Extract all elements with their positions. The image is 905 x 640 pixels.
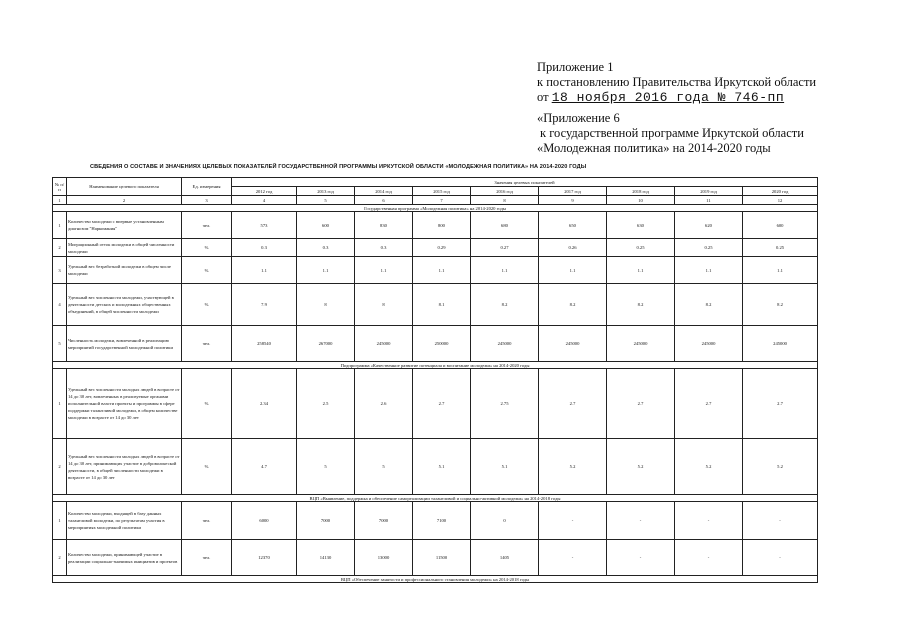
- value-cell: 680: [471, 212, 539, 239]
- header-num: № п/п: [53, 178, 67, 196]
- header-year: 2019 год: [675, 187, 743, 196]
- value-cell: 5.1: [413, 439, 471, 495]
- unit-cell: %: [182, 257, 232, 284]
- table-body: [53, 205, 818, 583]
- value-cell: 5: [355, 439, 413, 495]
- value-cell: 11500: [413, 540, 471, 576]
- header-year: 2014 год: [355, 187, 413, 196]
- value-cell: 4.7: [232, 439, 297, 495]
- value-cell: 620: [675, 212, 743, 239]
- section-title: Подпрограмма «Качественное развитие потенциала и воспитание молодежи» на 2014-2020 годы: [53, 362, 818, 369]
- value-cell: 1.1: [413, 257, 471, 284]
- value-cell: 1.1: [355, 257, 413, 284]
- value-cell: 7100: [413, 502, 471, 540]
- appendix-1-reference: к постановлению Правительства Иркутской области: [537, 75, 817, 89]
- value-cell: 0.25: [607, 239, 675, 257]
- header-year: 2017 год: [539, 187, 607, 196]
- indicator-name: Удельный вес численности молодых людей в возрасте от 14 до 30 лет, вовлеченных в реализуемые органами исполнительной власти проекты и программы в сфере поддержки талантливой молодежи, в общем количестве молодежи в возрасте от 14 до 30 лет: [67, 369, 182, 439]
- unit-cell: чел.: [182, 502, 232, 540]
- value-cell: 800: [413, 212, 471, 239]
- section-title: ВЦП «Обеспечение занятости и профессионального становления молодежи» на 2014-2018 годы: [53, 576, 818, 583]
- value-cell: 245000: [471, 326, 539, 362]
- appendix-6-title: «Приложение 6: [537, 111, 620, 125]
- value-cell: 8.2: [539, 284, 607, 326]
- table-row: [53, 502, 818, 540]
- row-number: 2: [53, 540, 67, 576]
- value-cell: 1.1: [743, 257, 818, 284]
- table-header: [53, 178, 818, 205]
- row-number: 3: [53, 257, 67, 284]
- unit-cell: %: [182, 439, 232, 495]
- row-number: 2: [53, 239, 67, 257]
- value-cell: 2.6: [355, 369, 413, 439]
- value-cell: 573: [232, 212, 297, 239]
- unit-cell: %: [182, 284, 232, 326]
- value-cell: 8: [355, 284, 413, 326]
- value-cell: 0.3: [297, 239, 355, 257]
- column-number: 10: [607, 196, 675, 205]
- section-title: Государственная программа «Молодежная политика» на 2014-2020 годы: [53, 205, 818, 212]
- value-cell: 2.7: [413, 369, 471, 439]
- value-cell: 2.5: [297, 369, 355, 439]
- unit-cell: чел.: [182, 326, 232, 362]
- value-cell: -: [539, 540, 607, 576]
- value-cell: 5.2: [743, 439, 818, 495]
- value-cell: 0.25: [675, 239, 743, 257]
- column-number: 4: [232, 196, 297, 205]
- header-year: 2018 год: [607, 187, 675, 196]
- column-numbers-row: [53, 196, 818, 205]
- value-cell: 0.27: [471, 239, 539, 257]
- column-number: 6: [355, 196, 413, 205]
- value-cell: 1405: [471, 540, 539, 576]
- column-number: 11: [675, 196, 743, 205]
- value-cell: 600: [297, 212, 355, 239]
- value-cell: 8.2: [743, 284, 818, 326]
- value-cell: -: [743, 540, 818, 576]
- table-row: [53, 369, 818, 439]
- value-cell: 1.1: [539, 257, 607, 284]
- column-number: 9: [539, 196, 607, 205]
- row-number: 5: [53, 326, 67, 362]
- value-cell: -: [743, 502, 818, 540]
- header-year: 2015 год: [413, 187, 471, 196]
- indicator-name: Количество молодежи с впервые установленным диагнозом "Наркомания": [67, 212, 182, 239]
- row-number: 1: [53, 212, 67, 239]
- document-title: СВЕДЕНИЯ О СОСТАВЕ И ЗНАЧЕНИЯХ ЦЕЛЕВЫХ ПОКАЗАТЕЛЕЙ ГОСУДАРСТВЕННОЙ ПРОГРАММЫ ИРКУТСКОЙ ОБЛАСТИ «МОЛОДЕЖНАЯ ПОЛИТИКА» НА 2014-2020 ГОДЫ: [90, 164, 587, 170]
- value-cell: 245000: [539, 326, 607, 362]
- section-row: [53, 495, 818, 502]
- table-row: [53, 540, 818, 576]
- value-cell: 8.2: [471, 284, 539, 326]
- value-cell: 1.1: [297, 257, 355, 284]
- row-number: 1: [53, 369, 67, 439]
- value-cell: 12370: [232, 540, 297, 576]
- column-number: 12: [743, 196, 818, 205]
- indicator-name: Удельный вес численности молодежи, участвующей в деятельности детских и молодежных общественных объединений, в общей численности молодежи: [67, 284, 182, 326]
- value-cell: 0.25: [743, 239, 818, 257]
- value-cell: 245000: [675, 326, 743, 362]
- appendix-1-date-line: [537, 90, 816, 105]
- unit-cell: %: [182, 369, 232, 439]
- value-cell: 8: [297, 284, 355, 326]
- appendix-1-header: [537, 60, 816, 105]
- value-cell: 6000: [232, 502, 297, 540]
- value-cell: 267000: [297, 326, 355, 362]
- value-cell: 0.29: [413, 239, 471, 257]
- value-cell: 8.2: [607, 284, 675, 326]
- value-cell: 13000: [355, 540, 413, 576]
- value-cell: 7.9: [232, 284, 297, 326]
- value-cell: 1.1: [471, 257, 539, 284]
- value-cell: 2.7: [743, 369, 818, 439]
- row-number: 1: [53, 502, 67, 540]
- value-cell: 7000: [297, 502, 355, 540]
- value-cell: -: [675, 502, 743, 540]
- table-row: [53, 439, 818, 495]
- column-number: 7: [413, 196, 471, 205]
- indicator-name: Удельный вес безработной молодежи в общем числе молодежи: [67, 257, 182, 284]
- unit-cell: чел.: [182, 212, 232, 239]
- table-row: [53, 284, 818, 326]
- value-cell: 0.3: [355, 239, 413, 257]
- value-cell: 5.2: [607, 439, 675, 495]
- row-number: 4: [53, 284, 67, 326]
- header-year: 2012 год: [232, 187, 297, 196]
- value-cell: 245000: [607, 326, 675, 362]
- header-name: Наименование целевого показателя: [67, 178, 182, 196]
- value-cell: 245000: [743, 326, 818, 362]
- value-cell: 5.2: [675, 439, 743, 495]
- appendix-1-title: Приложение 1: [537, 60, 614, 74]
- value-cell: 5.2: [539, 439, 607, 495]
- value-cell: 0.3: [232, 239, 297, 257]
- value-cell: 7000: [355, 502, 413, 540]
- value-cell: 8.1: [413, 284, 471, 326]
- unit-cell: чел.: [182, 540, 232, 576]
- value-cell: 1.1: [675, 257, 743, 284]
- value-cell: -: [607, 502, 675, 540]
- value-cell: 245000: [355, 326, 413, 362]
- indicator-name: Удельный вес численности молодых людей в возрасте от 14 до 30 лет, принимающих участие в добровольческой деятельности, в общей численности молодежи в возрасте от 14 до 30 лет: [67, 439, 182, 495]
- value-cell: -: [539, 502, 607, 540]
- value-cell: 2.75: [471, 369, 539, 439]
- value-cell: -: [607, 540, 675, 576]
- row-number: 2: [53, 439, 67, 495]
- value-cell: 8.2: [675, 284, 743, 326]
- value-cell: 1.1: [607, 257, 675, 284]
- section-title: ВЦП «Выявление, поддержка и обеспечение самореализации талантливой и социально-активной молодежи» на 2014-2018 годы: [53, 495, 818, 502]
- header-unit: Ед. измерения: [182, 178, 232, 196]
- appendix-6-program: «Молодежная политика» на 2014-2020 годы: [537, 141, 771, 155]
- value-cell: 5.1: [471, 439, 539, 495]
- value-cell: 830: [355, 212, 413, 239]
- column-number: 5: [297, 196, 355, 205]
- value-cell: 630: [607, 212, 675, 239]
- column-number: 1: [53, 196, 67, 205]
- value-cell: 2.7: [675, 369, 743, 439]
- appendix-1-date: 18 ноября 2016 года № 746-пп: [551, 90, 785, 105]
- indicator-name: Количество молодежи, принимающей участие в реализации социально-значимых инициатив и проектов: [67, 540, 182, 576]
- value-cell: 258540: [232, 326, 297, 362]
- indicator-name: Численность молодежи, вовлеченной в реализацию мероприятий государственной молодежной политики: [67, 326, 182, 362]
- section-row: [53, 205, 818, 212]
- table-row: [53, 257, 818, 284]
- column-number: 2: [67, 196, 182, 205]
- value-cell: 650: [539, 212, 607, 239]
- header-year: 2016 год: [471, 187, 539, 196]
- indicators-table: [52, 177, 818, 583]
- appendix-1-date-prefix: от: [537, 90, 549, 104]
- value-cell: 2.7: [539, 369, 607, 439]
- value-cell: 2.34: [232, 369, 297, 439]
- value-cell: 2.7: [607, 369, 675, 439]
- value-cell: 5: [297, 439, 355, 495]
- unit-cell: %: [182, 239, 232, 257]
- section-row: [53, 576, 818, 583]
- header-year: 2013 год: [297, 187, 355, 196]
- table-row: [53, 212, 818, 239]
- column-number: 3: [182, 196, 232, 205]
- value-cell: -: [675, 540, 743, 576]
- column-number: 8: [471, 196, 539, 205]
- value-cell: 1.1: [232, 257, 297, 284]
- value-cell: 600: [743, 212, 818, 239]
- table-row: [53, 239, 818, 257]
- value-cell: 0.26: [539, 239, 607, 257]
- indicator-name: Количество молодежи, входящей в базу данных талантливой молодежи, по результатам участия в мероприятиях молодежной политики: [67, 502, 182, 540]
- indicator-name: Миграционный отток молодежи в общей численности молодежи: [67, 239, 182, 257]
- value-cell: 0: [471, 502, 539, 540]
- header-year: 2020 год: [743, 187, 818, 196]
- appendix-6-reference: к государственной программе Иркутской области: [540, 126, 804, 140]
- table-row: [53, 326, 818, 362]
- value-cell: 250000: [413, 326, 471, 362]
- value-cell: 14130: [297, 540, 355, 576]
- header-values-group: Значения целевых показателей: [232, 178, 818, 187]
- appendix-6-header: [537, 111, 804, 156]
- section-row: [53, 362, 818, 369]
